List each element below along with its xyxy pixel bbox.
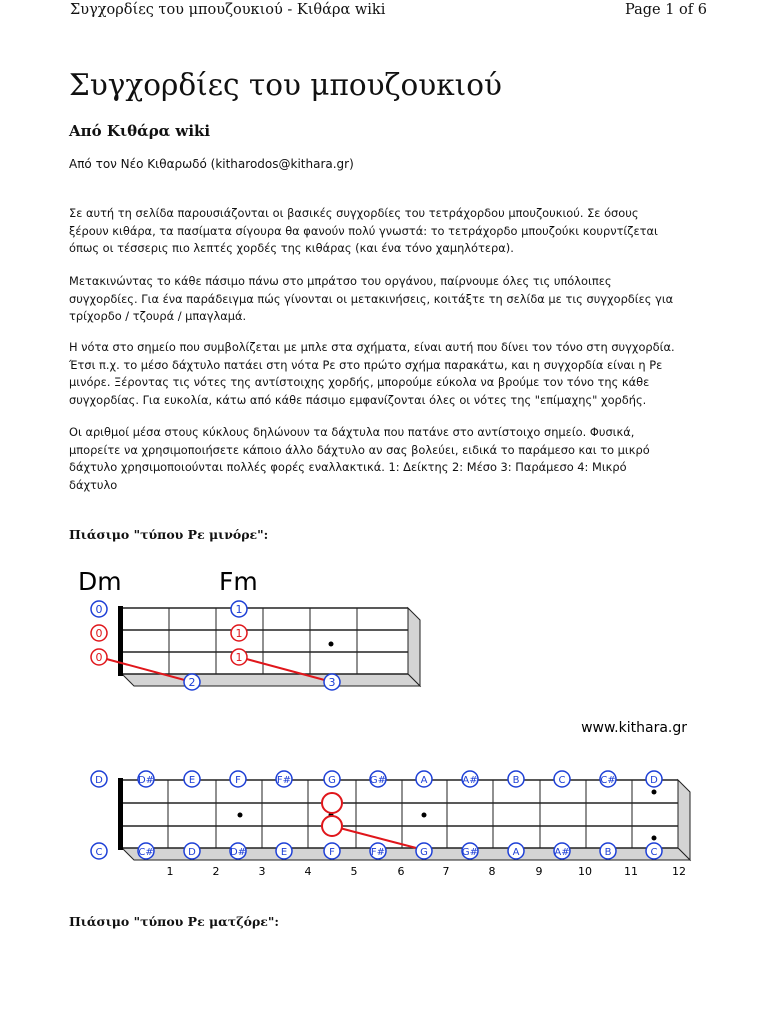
top-note-label: C# [600, 775, 616, 786]
top-note-label: F# [276, 775, 292, 786]
fm-finger-label: 3 [328, 676, 336, 689]
chord-diagram [60, 558, 700, 738]
chord-name-fm: Fm [219, 567, 258, 596]
fret-number: 2 [212, 865, 220, 878]
paragraph-fingers [69, 424, 650, 494]
top-note-label: G# [369, 775, 387, 786]
section-heading-dmajor-shape: Πιάσιμο "τύπου Ρε ματζόρε": [69, 914, 279, 929]
bottom-note-label: C [650, 847, 658, 858]
bottom-note-label: G [420, 847, 428, 858]
fret-marker [652, 790, 657, 795]
top-note-label: A# [462, 775, 478, 786]
top-note-label: C [558, 775, 566, 786]
dm-finger-label: 0 [95, 651, 103, 664]
fret-number: 9 [535, 865, 543, 878]
paragraph-intro [69, 205, 658, 258]
fret-number: 7 [442, 865, 450, 878]
top-note-label: F [235, 775, 241, 786]
bottom-note-label: A [512, 847, 520, 858]
shape-finger-circle [322, 793, 342, 813]
paragraph-line: μινόρε. Ξέροντας τις νότες της αντίστοιχης χορδής, μπορούμε εύκολα να βρούμε τον τόνο της κάθε [69, 375, 650, 389]
paragraph-line: τρίχορδο / τζουρά / μπαγλαμά. [69, 309, 247, 323]
paragraph-moving [69, 273, 673, 326]
section-heading-dminor-shape: Πιάσιμο "τύπου Ρε μινόρε": [69, 527, 269, 542]
top-string-notes [91, 771, 662, 787]
paragraph-line: όπως οι τέσσερις πιο λεπτές χορδές της κιθάρας (και ένα τόνο χαμηλότερα). [69, 241, 514, 255]
paragraph-line: συγχορδίες. Για ένα παράδειγμα πώς γίνονται οι μετακινήσεις, κοιτάξτε τη σελίδα με τις συγχορδίες για [69, 291, 674, 306]
bottom-note-label: C [95, 847, 103, 858]
fret-number: 10 [578, 865, 592, 878]
bottom-note-label: G# [461, 847, 479, 858]
dm-finger-label: 0 [95, 627, 103, 640]
article-title: Συγχορδίες του μπουζουκιού [69, 68, 502, 102]
fret-marker [238, 813, 243, 818]
dm-finger-label: 0 [95, 603, 103, 616]
fret-marker [329, 642, 334, 647]
fret-number: 5 [350, 865, 358, 878]
paragraph-line: Σε αυτή τη σελίδα παρουσιάζονται οι βασικές συγχορδίες του τετράχορδου μπουζουκιού. Σε όσους [69, 206, 639, 220]
fret-numbers [167, 865, 687, 878]
note-chart [60, 758, 700, 880]
watermark-url: www.kithara.gr [581, 720, 687, 736]
paragraph-line: μπορείτε να χρησιμοποιήσετε κάποιο άλλο δάχτυλο αν σας βολεύει, ειδικά το παράμεσο και το μικρό [69, 442, 650, 457]
fret-number: 6 [397, 865, 405, 878]
bottom-note-label: D [188, 847, 196, 858]
bottom-note-label: F [329, 847, 335, 858]
fret-number: 4 [304, 865, 312, 878]
paragraph-line: συγχορδίας. Για ευκολία, κάτω από κάθε πάσιμο εμφανίζονται όλες οι νότες της "επίμαχης" χορδής. [69, 392, 647, 407]
fm-finger-label: 1 [235, 651, 243, 664]
fret-number: 11 [624, 865, 638, 878]
paragraph-root-note [69, 339, 675, 409]
top-note-label: A [420, 775, 428, 786]
paragraph-line: Οι αριθμοί μέσα στους κύκλους δηλώνουν τα δάχτυλα που πατάνε στο αντίστοιχο σημείο. Φυσικά, [69, 425, 635, 439]
paragraph-line: δάχτυλο χρησιμοποιούνται πολλές φορές εναλλακτικά. 1: Δείκτης 2: Μέσο 3: Παράμεσο 4: Μικρό [69, 460, 627, 474]
paragraph-line: ξέρουν κιθάρα, τα πασίματα σίγουρα θα φανούν πολύ γνωστά: το τετράχορδο μπουζούκι κουρντίζεται [69, 223, 658, 238]
paragraph-line: δάχτυλο [69, 477, 118, 492]
article-subtitle: Από Κιθάρα wiki [69, 122, 211, 140]
paragraph-line: Η νότα στο σημείο που συμβολίζεται με μπλε στα σχήματα, είναι αυτή που δίνει τον τόνο στη συγχορδία. [69, 340, 675, 354]
fret-marker [422, 813, 427, 818]
nut [118, 606, 123, 676]
fm-finger-label: 1 [235, 627, 243, 640]
fret-number: 3 [258, 865, 266, 878]
bottom-note-label: E [280, 847, 288, 858]
top-note-label: E [188, 775, 196, 786]
article-byline: Από τον Νέο Κιθαρωδό (kitharodos@kithara.gr) [69, 157, 354, 171]
fm-finger-label: 1 [235, 603, 243, 616]
bottom-note-label: C# [138, 847, 154, 858]
bottom-note-label: B [604, 847, 612, 858]
top-note-label: D [650, 775, 658, 786]
nut [118, 778, 123, 850]
fret-marker [652, 836, 657, 841]
paragraph-line: Έτσι π.χ. το μέσο δάχτυλο πατάει στη νότα Ρε στο πρώτο σχήμα παρακάτω, και η συγχορδία είναι η Ρε [69, 357, 663, 372]
top-note-label: D [95, 775, 103, 786]
fret-number: 1 [166, 865, 174, 878]
dm-finger-label: 2 [188, 676, 196, 689]
bottom-note-label: A# [554, 847, 570, 858]
page-number: Page 1 of 6 [625, 2, 707, 18]
chord-name-dm: Dm [78, 567, 122, 596]
shape-finger-circle [322, 816, 342, 836]
top-note-label: D# [137, 775, 155, 786]
fret-number: 8 [488, 865, 496, 878]
paragraph-line: Μετακινώντας το κάθε πάσιμο πάνω στο μπράτσο του οργάνου, παίρνουμε όλες τις υπόλοιπες [69, 274, 612, 288]
bottom-note-label: D# [229, 847, 247, 858]
top-note-label: B [512, 775, 520, 786]
page-header-title: Συγχορδίες του μπουζουκιού - Κιθάρα wiki [70, 2, 386, 18]
bottom-note-label: F# [370, 847, 386, 858]
top-note-label: G [328, 775, 336, 786]
fret-number: 12 [672, 865, 686, 878]
